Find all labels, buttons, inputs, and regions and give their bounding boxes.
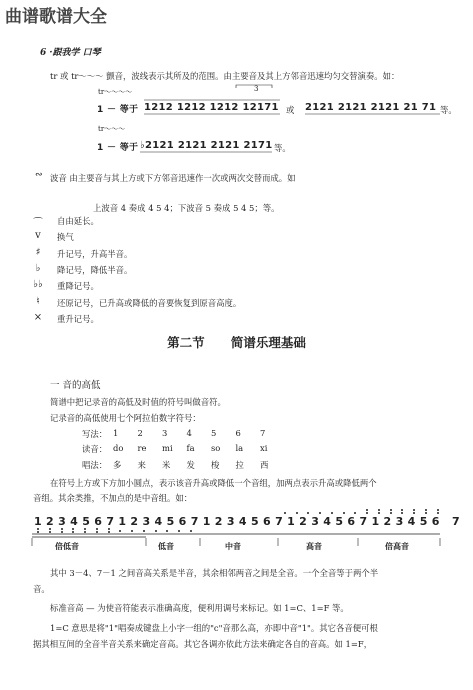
symbol-glyph: v [35,230,41,242]
symbol-glyph: ⌒ [33,218,43,229]
table-cell: 来 [137,460,146,470]
symbol-glyph: × [33,311,43,323]
table-row-label: 唱法： [82,460,108,470]
table-cell: re [137,443,147,453]
table-cell: 4 [186,428,192,438]
table-cell: fa [186,443,195,453]
symbol-desc: 重升记号。 [57,313,99,324]
symbol-glyph: ♯ [35,246,41,258]
trill-intro: tr 或 tr～～～ 颤音，波线表示其所及的范围。由主要音及其上方邻音迅速均匀交替演奏。如： [50,71,400,81]
table-cell: do [113,443,124,453]
table-cell: 梭 [211,460,220,470]
table-cell: 2 [137,428,143,438]
ex1-notes-b: 2121 2121 2121 21 71 [305,102,437,113]
para-1: 简谱中把记录音的高低及时值的符号叫做音符。 [50,397,226,407]
table-cell: 米 [162,460,171,470]
scale-label: 高音 [306,541,322,551]
section-title: 第二节 简谱乐理基础 [167,335,306,350]
para-4a: 其中 3－4、7－1 之间音高关系是半音，其余相邻两音之间是全音。一个全音等于两个半 [50,568,379,578]
symbol-glyph: ♭♭ [33,279,43,291]
ex2-suffix: 等。 [274,143,291,153]
table-cell: 7 [260,428,266,438]
table-cell: 3 [162,428,168,438]
scale-label: 倍低音 [55,541,79,551]
table-cell: 拉 [235,460,244,470]
symbol-desc: 降记号，降低半音。 [57,264,133,275]
scale-label: 中音 [225,541,241,551]
symbol-desc: 还原记号，已升高或降低的音要恢复到原音高度。 [57,297,242,308]
table-cell: 发 [186,460,195,470]
scale-label: 倍高音 [385,541,409,551]
symbol-desc: 升记号，升高半音。 [57,248,133,259]
table-row-label: 读音： [82,444,108,454]
symbol-glyph: ♭ [35,262,41,274]
para-3b: 音组。其余类推，不加点的是中音组。如： [33,493,193,503]
table-cell: la [235,443,244,453]
ex1-notes-a: 1212 1212 1212 12171 [144,102,279,113]
table-cell: xi [260,443,268,453]
triplet-mark: 3 [254,85,259,93]
page-header: 6 ·跟我学 口琴 [40,48,101,58]
table-row-label: 写法： [82,429,108,439]
table-cell: 西 [260,460,269,470]
ex2-notes: ♭2121 2121 2121 2171 [140,140,273,151]
table-cell: 6 [235,428,241,438]
site-title: 曲谱歌谱大全 [5,7,107,27]
table-cell: 5 [211,428,217,438]
ex1-or: 或 [286,105,295,115]
para-4b: 音。 [33,584,50,594]
symbol-desc: 重降记号。 [57,281,99,292]
para-5: 标准音高 — 为使音符能表示准确高度，便利用调号来标记。如 1=C、1=F 等。 [50,603,349,613]
section-subtitle: 一 音的高低 [50,380,101,391]
tr-mark-2: tr～～～ [98,125,126,133]
mordent-icon: ∾ [35,170,43,180]
ex1-prefix: 1 － 等于 [97,105,139,115]
symbol-desc: 自由延长。 [57,216,99,226]
table-cell: so [211,443,221,453]
table-cell: 1 [113,428,119,438]
para-6b: 据其相互间的全音半音关系来确定音高。其它各调亦依此方法来确定各自的音高。如 1=F， [33,639,373,649]
table-cell: 多 [113,460,122,470]
tr-mark-1: tr～～～～ [98,88,133,96]
scale-label: 低音 [158,541,174,551]
turn-example: 上波音 4 奏成 4 5 4；下波音 5 奏成 5 4 5；等。 [93,203,280,213]
ex1-suffix: 等。 [440,105,457,115]
ex2-prefix: 1 － 等于 [97,143,139,153]
para-3a: 在符号上方或下方加小圆点，表示该音升高或降低一个音组，加两点表示升高或降低两个 [50,478,377,488]
table-cell: mi [162,443,173,453]
scale-notes: 1234567123456712345671234567123456 7 [34,515,465,528]
turn-desc: 波音 由主要音与其上方或下方邻音迅速作一次或两次交替而成。如 [50,173,296,183]
para-6a: 1=C 意思是将"1"唱奏成键盘上小字一组的"c"音那么高，亦即中音"1"。其它各音便可根 [50,623,378,633]
symbol-glyph: ♮ [36,295,40,307]
symbol-desc: 换气 [57,232,74,243]
para-2: 记录音的高低使用七个阿拉伯数字符号： [50,413,201,423]
